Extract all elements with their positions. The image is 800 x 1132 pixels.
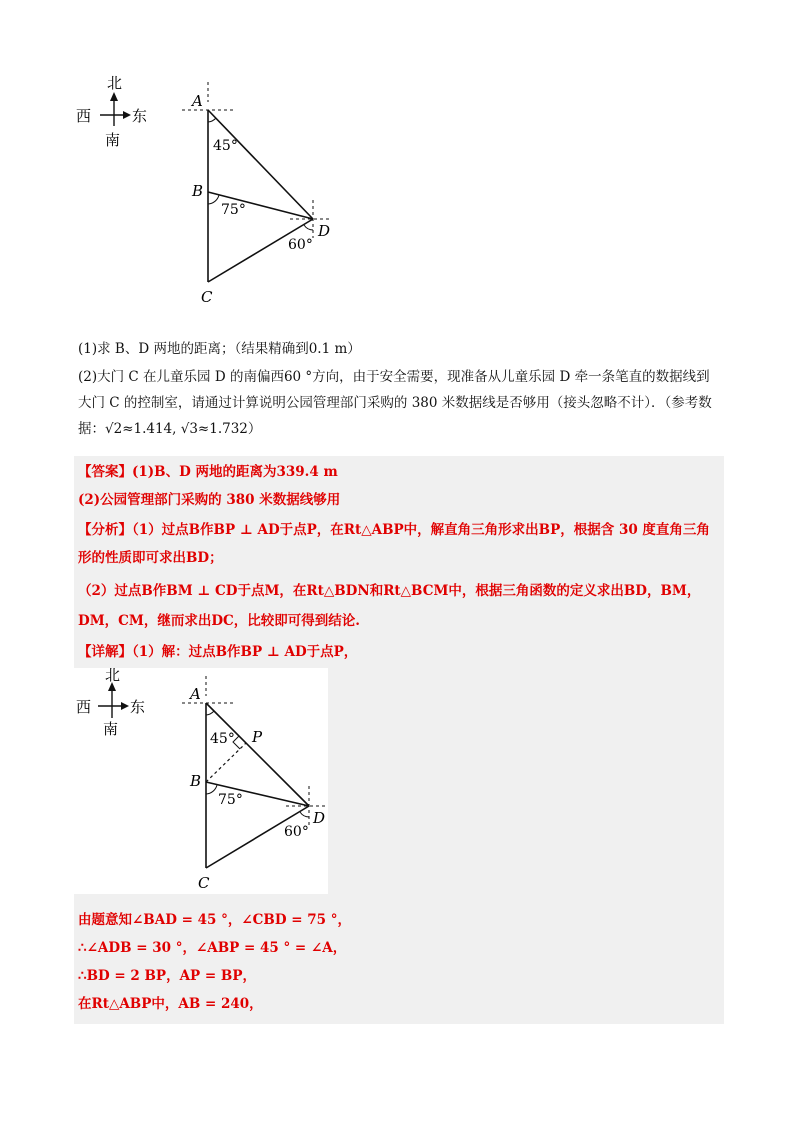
point-a-2: A [190, 685, 201, 703]
point-c: C [201, 288, 213, 306]
question-2: (2)大门 C 在儿童乐园 D 的南偏西60 °方向，由于安全需要，现准备从儿童乐园 D 牵一条笔直的数据线到大门 C 的控制室，请通过计算说明公园管理部门采购的 380 米数据线是否够用（接头忽略不计）．（参考数据：√2≈1.414, √3≈1.732） [78, 369, 712, 437]
analysis-1: 【分析】（1）过点B作BP ⊥ AD于点P，在Rt△ABP中，解直角三角形求出BP，根据含 30 度直角三角形的性质即可求出BD； [78, 522, 710, 566]
point-p-2: P [252, 728, 263, 746]
figure-1 [70, 72, 350, 312]
answer-line-1: 【答案】(1)B、D 两地的距离为339.4 m [78, 464, 338, 480]
point-b: B [192, 182, 204, 200]
angle-75: 75° [221, 202, 246, 218]
point-b-2: B [190, 772, 202, 790]
analysis-2: （2）过点B作BM ⊥ CD于点M，在Rt△BDN和Rt△BCM中，根据三角函数的定义求出BD，BM，DM，CM，继而求出DC，比较即可得到结论. [78, 583, 701, 629]
answer-line-2: (2)公园管理部门采购的 380 米数据线够用 [78, 492, 341, 508]
compass-2-north: 北 [105, 668, 121, 684]
point-c-2: C [198, 874, 210, 892]
angle-60-2: 60° [284, 824, 309, 840]
angle-45: 45° [213, 138, 238, 154]
compass-south: 南 [105, 131, 121, 149]
compass [76, 74, 147, 149]
compass-2-south: 南 [103, 720, 119, 738]
point-d: D [318, 222, 331, 240]
point-d-2: D [313, 809, 326, 827]
angle-75-2: 75° [218, 792, 243, 808]
compass-2-west: 西 [76, 698, 92, 716]
detail-line-3: ∴BD = 2 BP，AP = BP， [78, 968, 256, 984]
figure-2 [74, 668, 328, 894]
angle-45-2: 45° [210, 731, 235, 747]
detail-intro: 【详解】（1）解：过点B作BP ⊥ AD于点P， [78, 644, 358, 660]
point-a: A [192, 92, 203, 110]
compass-2 [76, 668, 145, 738]
compass-2-east: 东 [130, 698, 146, 716]
compass-east: 东 [132, 107, 148, 125]
detail-line-1: 由题意知∠BAD = 45 °，∠CBD = 75 °， [78, 912, 351, 928]
angle-60: 60° [288, 237, 313, 253]
compass-west: 西 [76, 107, 92, 125]
detail-line-2: ∴∠ADB = 30 °，∠ABP = 45 ° = ∠A， [78, 940, 347, 956]
compass-north: 北 [107, 74, 123, 92]
question-1: (1)求 B、D 两地的距离；（结果精确到0.1 m） [78, 341, 361, 357]
detail-line-4: 在Rt△ABP中，AB = 240， [78, 996, 263, 1012]
